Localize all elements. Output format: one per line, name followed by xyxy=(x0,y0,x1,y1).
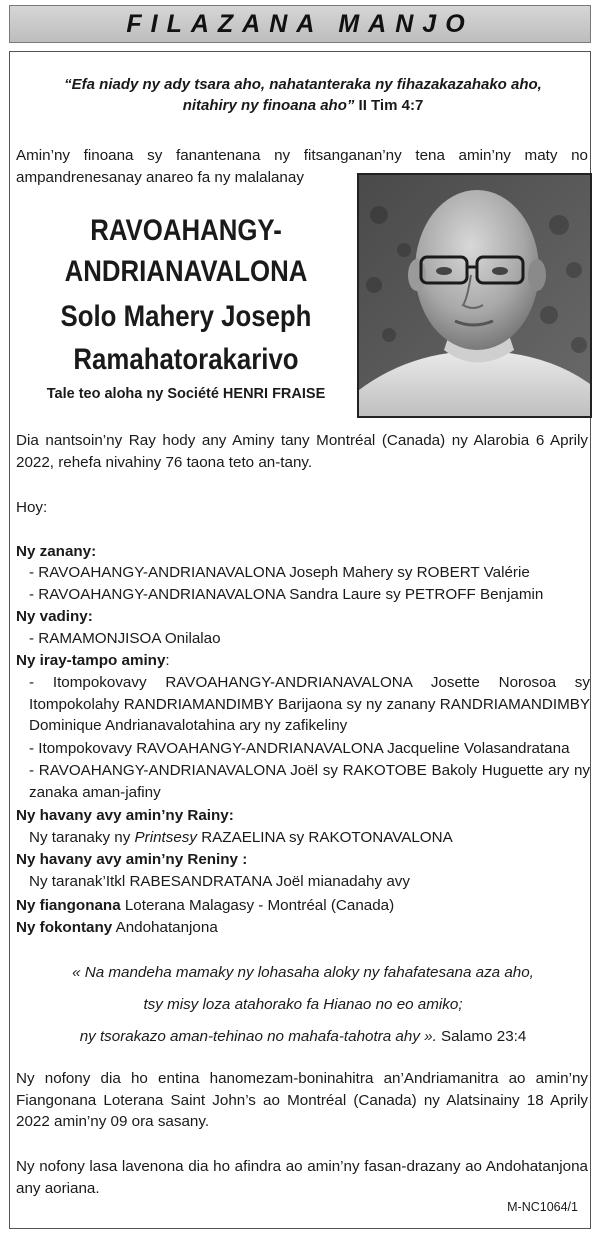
mother-side-item: Ny taranak’Itkl RABESANDRATANA Joël mianadahy avy xyxy=(29,873,410,890)
mother-side-label: Ny havany avy amin’ny Reniny : xyxy=(16,851,248,868)
psalm-line-3: ny tsorakazo aman-tehinao no mahafa-tahotra ahy ». Salamo 23:4 xyxy=(79,1028,527,1045)
child-item: - RAVOAHANGY-ANDRIANAVALONA Joseph Mahery sy ROBERT Valérie xyxy=(29,564,530,581)
father-side-item: Ny taranaky ny Printsesy RAZAELINA sy RAKOTONAVALONA xyxy=(29,829,453,846)
father-side-label: Ny havany avy amin’ny Rainy: xyxy=(16,807,234,824)
deceased-title: Tale teo aloha ny Société HENRI FRAISE xyxy=(46,386,326,402)
deceased-name-line-2: ANDRIANAVALONA xyxy=(64,255,308,288)
sibling-item: - Itompokovavy RAVOAHANGY-ANDRIANAVALONA Josette Norosoa sy Itompokolahy RANDRIAMANDIMBY Barijaona sy ny zanany RANDRIAMANDIMBY Dominique Andrianavalotahina ary ny zafikeliny xyxy=(29,674,590,734)
intro-text: Amin’ny finoana sy fanantenana ny fitsanganan’ny tena amin’ny maty no ampandrenesanay anareo fa ny malalanay xyxy=(16,147,588,186)
psalm-line-1: « Na mandeha mamaky ny lohasaha aloky ny fahafatesana aza aho, xyxy=(72,964,534,981)
epigraph-reference: II Tim 4:7 xyxy=(354,97,424,114)
sibling-item: - RAVOAHANGY-ANDRIANAVALONA Joël sy RAKOTOBE Bakoly Huguette ary ny zanaka aman-jafiny xyxy=(29,762,590,801)
spouse-label: Ny vadiny: xyxy=(16,608,93,625)
service-text: Ny nofony dia ho entina hanomezam-boninahitra an’Andriamanitra ao amin’ny Fiangonana Loterana Saint John’s ao Montréal (Canada) ny Alatsinainy 18 Aprily 2022 amin’ny 09 ora sasany. xyxy=(16,1070,588,1130)
sibling-item: - Itompokovavy RAVOAHANGY-ANDRIANAVALONA Jacqueline Volasandratana xyxy=(29,740,570,757)
portrait-image xyxy=(359,175,592,418)
child-item: - RAVOAHANGY-ANDRIANAVALONA Sandra Laure sy PETROFF Benjamin xyxy=(29,586,544,603)
epigraph-line-1: “Efa niady ny ady tsara aho, nahatanteraka ny fihazakazahako aho, xyxy=(64,76,542,93)
portrait-photo xyxy=(357,173,592,418)
spouse-item: - RAMAMONJISOA Onilalao xyxy=(29,630,221,647)
psalm-reference: Salamo 23:4 xyxy=(436,1028,527,1045)
church-line: Ny fiangonana Loterana Malagasy - Montréal (Canada) xyxy=(16,897,395,914)
epigraph xyxy=(16,74,590,116)
hoy-label: Hoy: xyxy=(16,499,48,516)
epigraph-line-2: nitahiry ny finoana aho” II Tim 4:7 xyxy=(182,97,424,114)
deceased-name-line-4: Ramahatorakarivo xyxy=(73,343,299,376)
header-title: FILAZANA MANJO xyxy=(126,9,474,38)
deceased-name-line-1: RAVOAHANGY- xyxy=(90,214,282,247)
children-label: Ny zanany: xyxy=(16,543,97,560)
reference-code: M-NC1064/1 xyxy=(507,1200,578,1214)
burial-text: Ny nofony lasa lavenona dia ho afindra ao amin’ny fasan-drazany ao Andohatanjona any aoriana. xyxy=(16,1158,588,1197)
siblings-label: Ny iray-tampo aminy: xyxy=(16,652,170,669)
header-banner xyxy=(9,5,591,43)
deceased-name-line-3: Solo Mahery Joseph xyxy=(60,300,312,333)
fokontany-line: Ny fokontany Andohatanjona xyxy=(16,919,218,936)
death-notice: Dia nantsoin’ny Ray hody any Aminy tany Montréal (Canada) ny Alarobia 6 Aprily 2022, rehefa nivahiny 76 taona teto an-tany. xyxy=(16,432,588,471)
psalm-line-2: tsy misy loza atahorako fa Hianao no eo amiko; xyxy=(143,996,463,1013)
